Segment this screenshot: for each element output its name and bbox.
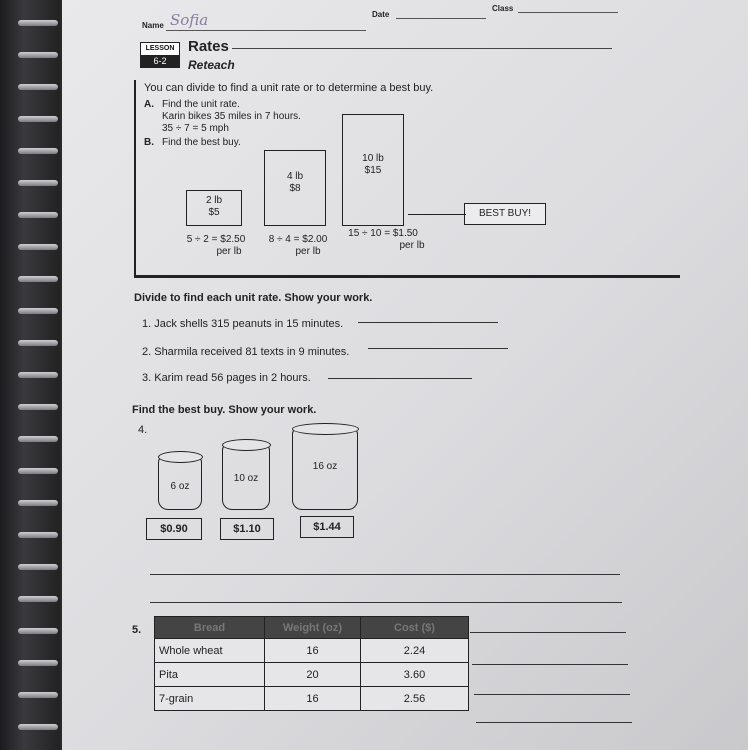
part-a-problem: Karin bikes 35 miles in 7 hours. [162, 111, 301, 122]
worksheet-page [62, 0, 748, 750]
price-tag: $1.44 [300, 516, 354, 538]
table-row [155, 663, 469, 687]
weight-cell: 16 [265, 639, 361, 663]
part-a-label: A. [144, 99, 154, 110]
name-label: Name [142, 21, 164, 30]
table-row [155, 687, 469, 711]
table-work-line-2[interactable] [472, 664, 628, 665]
section-2-heading: Find the best buy. Show your work. [132, 404, 317, 416]
bread-cell: 7-grain [155, 687, 265, 711]
binding-ring [18, 628, 58, 634]
calc-line: 15 ÷ 10 = $1.50 [348, 228, 418, 239]
product-box-4lb [264, 150, 326, 226]
binding-ring [18, 692, 58, 698]
cup-size: 16 oz [312, 461, 338, 472]
date-line [396, 18, 486, 19]
cup-rim [222, 439, 271, 451]
table-work-line-3[interactable] [474, 694, 630, 695]
binding-ring [18, 84, 58, 90]
answer-line-3[interactable] [328, 378, 472, 379]
binding-ring [18, 500, 58, 506]
binding-ring [18, 180, 58, 186]
question-1: 1. Jack shells 315 peanuts in 15 minutes. [142, 318, 344, 330]
binding-ring [18, 308, 58, 314]
binding-ring [18, 724, 58, 730]
binding-ring [18, 564, 58, 570]
product-box-2lb [186, 190, 242, 226]
binding-ring [18, 436, 58, 442]
part-a-solution: 35 ÷ 7 = 5 mph [162, 123, 229, 134]
cost-cell: 2.56 [361, 687, 469, 711]
title-rule [232, 48, 612, 49]
bread-cell: Pita [155, 663, 265, 687]
calc-4lb [256, 234, 340, 258]
question-3: 3. Karim read 56 pages in 2 hours. [142, 372, 311, 384]
table-work-line-4[interactable] [476, 722, 632, 723]
price-tag: $1.10 [220, 518, 274, 540]
binding-ring [18, 52, 58, 58]
binding-ring [18, 148, 58, 154]
column-header: Cost ($) [361, 617, 469, 639]
binding-ring [18, 116, 58, 122]
weight-cell: 20 [265, 663, 361, 687]
box-weight: 2 lb [205, 195, 223, 206]
part-b-label: B. [144, 137, 154, 148]
cup-rim [158, 451, 203, 463]
answer-line-1[interactable] [358, 322, 498, 323]
binding-ring [18, 20, 58, 26]
table-work-line-1[interactable] [470, 632, 626, 633]
bread-cell: Whole wheat [155, 639, 265, 663]
binding-ring [18, 404, 58, 410]
price-tag: $0.90 [146, 518, 202, 540]
calc-unit: per lb [399, 240, 425, 251]
work-line-1[interactable] [150, 574, 620, 575]
box-weight: 4 lb [286, 171, 304, 182]
table-row [155, 639, 469, 663]
cup-10oz [222, 444, 270, 510]
binding-ring [18, 596, 58, 602]
cup-6oz [158, 456, 202, 510]
weight-cell: 16 [265, 687, 361, 711]
spiral-binding [0, 0, 60, 750]
lesson-badge-label: LESSON [141, 43, 179, 55]
binding-ring [18, 660, 58, 666]
bread-table [154, 616, 469, 711]
column-header: Bread [155, 617, 265, 639]
page-subtitle: Reteach [188, 58, 235, 72]
name-line [166, 30, 366, 31]
cup-rim [292, 423, 359, 435]
best-buy-callout: BEST BUY! [464, 203, 546, 225]
cup-16oz [292, 428, 358, 510]
box-price: $5 [208, 207, 220, 218]
calc-unit: per lb [216, 246, 242, 257]
calc-10lb [338, 228, 428, 252]
cost-cell: 2.24 [361, 639, 469, 663]
binding-ring [18, 372, 58, 378]
cup-size: 10 oz [233, 473, 259, 484]
part-b-title: Find the best buy. [162, 137, 241, 148]
date-label: Date [372, 10, 390, 19]
product-box-10lb [342, 114, 404, 226]
cost-cell: 3.60 [361, 663, 469, 687]
binding-ring [18, 244, 58, 250]
box-price: $8 [289, 183, 301, 194]
binding-ring [18, 468, 58, 474]
binding-ring [18, 532, 58, 538]
lesson-badge [140, 42, 180, 68]
table-header-row [155, 617, 469, 639]
calc-2lb [176, 234, 256, 258]
box-weight: 10 lb [362, 153, 384, 164]
binding-ring [18, 340, 58, 346]
class-line [518, 12, 618, 13]
callout-pointer [408, 214, 466, 215]
calc-line: 8 ÷ 4 = $2.00 [268, 234, 328, 245]
lesson-number: 6-2 [141, 55, 179, 67]
question-5-number: 5. [132, 624, 142, 636]
binding-ring [18, 212, 58, 218]
column-header: Weight (oz) [265, 617, 361, 639]
question-4-number: 4. [138, 424, 148, 436]
calc-line: 5 ÷ 2 = $2.50 [186, 234, 246, 245]
box-price: $15 [364, 165, 382, 176]
cup-size: 6 oz [170, 481, 190, 492]
intro-text: You can divide to find a unit rate or to determine a best buy. [144, 82, 434, 94]
student-name: Sofia [170, 11, 209, 29]
calc-unit: per lb [295, 246, 321, 257]
answer-line-2[interactable] [368, 348, 508, 349]
class-label: Class [492, 4, 514, 13]
page-title: Rates [188, 38, 229, 55]
work-line-2[interactable] [150, 602, 622, 603]
section-1-heading: Divide to find each unit rate. Show your work. [134, 292, 373, 304]
part-a-title: Find the unit rate. [162, 99, 240, 110]
binding-ring [18, 276, 58, 282]
question-2: 2. Sharmila received 81 texts in 9 minutes. [142, 346, 350, 358]
